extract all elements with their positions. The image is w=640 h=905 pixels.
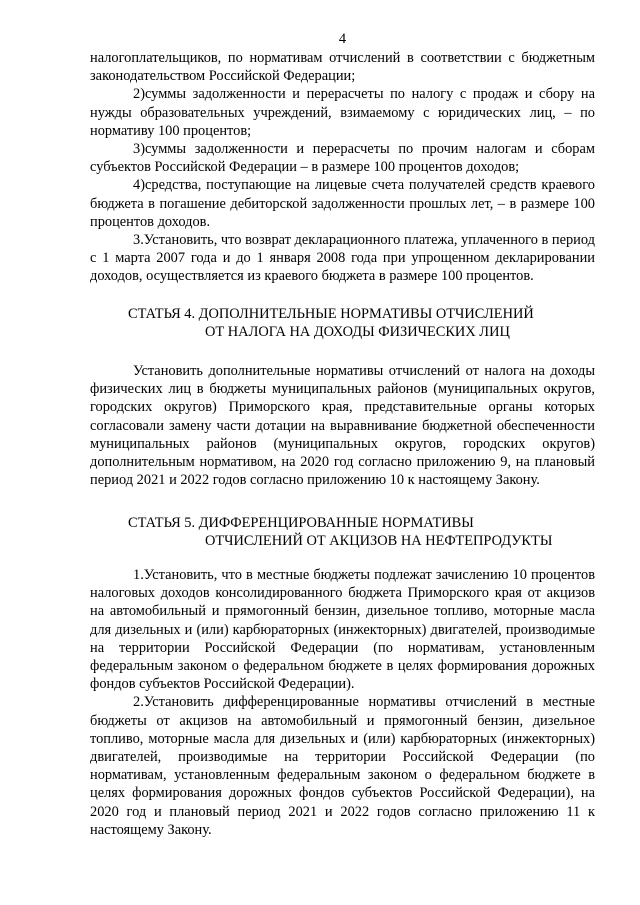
page-number: 4 <box>338 31 347 47</box>
continuation-block <box>90 49 595 286</box>
article-5-paragraph-2: 2.Установить дифференцированные нормативы отчислений в местные бюджеты от акцизов на автомобильный и прямогонный бензин, дизельное топливо, моторные масла для дизельных и (или) карбюраторных (инжекторных) двигателей, производимые на территории Российской Федерации (по нормативам, установленным федеральным законом о федеральном бюджете в целях формирования дорожных фондов субъектов Российской Федерации), на 2020 год и плановый период 2021 и 2022 годов согласно приложению 11 к настоящему Закону. <box>90 694 595 838</box>
article-5-title-line1: СТАТЬЯ 5. ДИФФЕРЕНЦИРОВАННЫЕ НОРМАТИВЫ <box>128 515 474 531</box>
article-4-heading <box>90 305 595 341</box>
paragraph-item-2: 2)суммы задолженности и перерасчеты по налогу с продаж и сбору на нужды образовательных учреждений, взимаемому с юридических лиц, – по нормативу 100 процентов; <box>90 86 595 139</box>
article-4-title-line2: ОТ НАЛОГА НА ДОХОДЫ ФИЗИЧЕСКИХ ЛИЦ <box>205 324 510 341</box>
paragraph-item-3: 3)суммы задолженности и перерасчеты по прочим налогам и сборам субъектов Российской Федерации – в размере 100 процентов доходов; <box>90 141 595 176</box>
article-4-title <box>90 305 595 341</box>
article-5-paragraph-1: 1.Установить, что в местные бюджеты подлежат зачислению 10 процентов налоговых доходов консолидированного бюджета Приморского края от акцизов на автомобильный и прямогонный бензин, дизельное топливо, моторные масла для дизельных и (или) карбюраторных (инжекторных) двигателей, производимые на территории Российской Федерации (по нормативам, установленным федеральным законом о федеральном бюджете в целях формирования дорожных фондов субъектов Российской Федерации). <box>90 567 595 693</box>
article-4-title-line1: СТАТЬЯ 4. ДОПОЛНИТЕЛЬНЫЕ НОРМАТИВЫ ОТЧИСЛЕНИЙ <box>128 306 534 322</box>
paragraph-item-4: 4)средства, поступающие на лицевые счета получателей средств краевого бюджета в погашение дебиторской задолженности прошлых лет, – в размере 100 процентов доходов. <box>90 177 595 230</box>
article-4-body <box>90 362 595 489</box>
paragraph-point-3: 3.Установить, что возврат декларационного платежа, уплаченного в период с 1 марта 2007 года и до 1 января 2008 года при упрощенном декларировании доходов, осуществляется из краевого бюджета в размере 100 процентов. <box>90 232 595 285</box>
article-5-body <box>90 566 595 839</box>
article-5-heading <box>90 514 595 550</box>
article-4-paragraph: Установить дополнительные нормативы отчислений от налога на доходы физических лиц в бюджеты муниципальных районов (муниципальных округов, городских округов) Приморского края, представительные органы которых согласовали замену части дотации на выравнивание бюджетной обеспеченности муниципальных районов (муниципальных округов, городских округов) дополнительным нормативом, на 2020 год согласно приложению 9, на плановый период 2021 и 2022 годов согласно приложению 10 к настоящему Закону. <box>90 363 595 489</box>
paragraph-continuation: налогоплательщиков, по нормативам отчислений в соответствии с бюджетным законодательством Российской Федерации; <box>90 50 595 85</box>
article-5-title-line2: ОТЧИСЛЕНИЙ ОТ АКЦИЗОВ НА НЕФТЕПРОДУКТЫ <box>205 533 553 550</box>
article-5-title <box>90 514 595 550</box>
